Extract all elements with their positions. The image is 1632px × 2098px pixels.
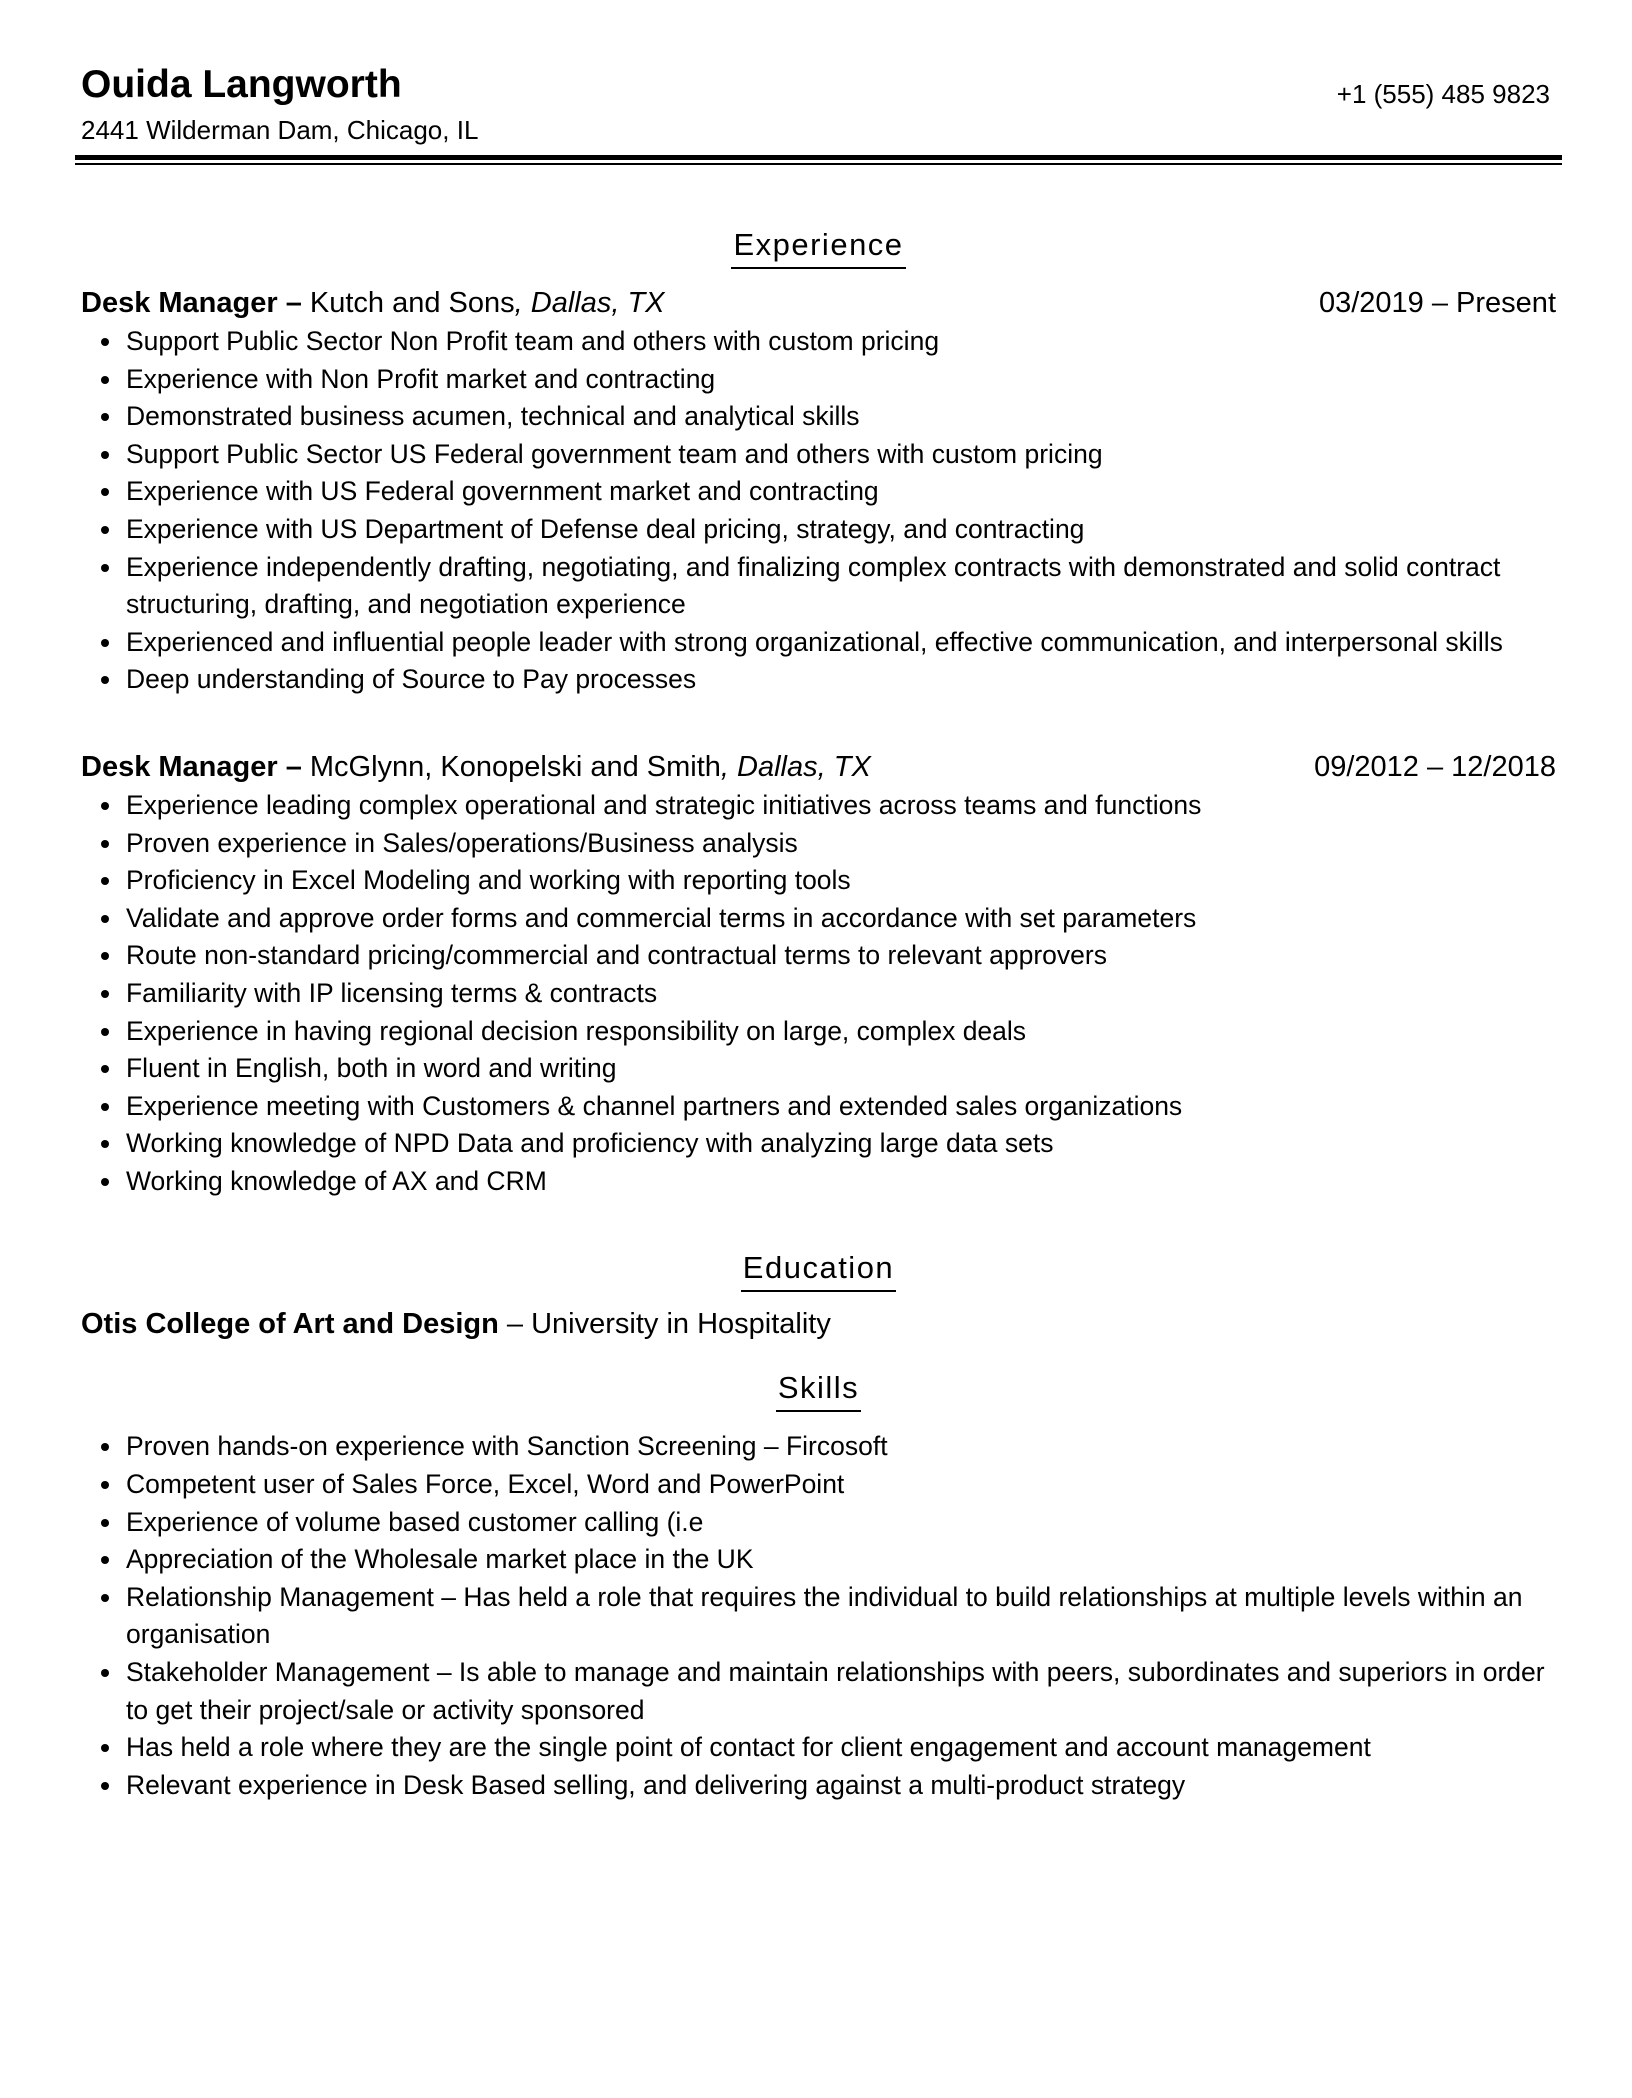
list-item: Experienced and influential people leader with strong organizational, effective communication, and interpersonal skills <box>81 624 1556 662</box>
header-divider-thin <box>75 163 1562 165</box>
candidate-phone: +1 (555) 485 9823 <box>1336 79 1550 109</box>
list-item: Route non-standard pricing/commercial and contractual terms to relevant approvers <box>81 937 1556 975</box>
job-dates: 09/2012 – 12/2018 <box>1314 750 1556 783</box>
resume-page <box>81 0 1556 1804</box>
resume-header <box>81 0 1556 165</box>
job-bullets <box>81 323 1556 699</box>
job-location: , Dallas, TX <box>514 287 665 319</box>
list-item: Experience with US Department of Defense deal pricing, strategy, and contracting <box>81 511 1556 549</box>
job-company: Kutch and Sons <box>309 287 515 319</box>
list-item: Validate and approve order forms and commercial terms in accordance with set parameters <box>81 900 1556 938</box>
experience-heading: Experience <box>731 225 905 269</box>
education-heading: Education <box>741 1248 896 1292</box>
job-entry <box>81 747 1556 1201</box>
skills-section-title <box>81 1368 1556 1412</box>
job-header <box>81 747 1556 787</box>
job-entry <box>81 283 1556 699</box>
list-item: Working knowledge of AX and CRM <box>81 1163 1556 1201</box>
list-item: Experience with US Federal government market and contracting <box>81 473 1556 511</box>
list-item: Relevant experience in Desk Based selling, and delivering against a multi-product strategy <box>81 1767 1556 1805</box>
candidate-name: Ouida Langworth <box>81 63 402 106</box>
job-bullets <box>81 787 1556 1201</box>
skills-heading: Skills <box>776 1368 861 1412</box>
job-role: Desk Manager – <box>81 287 302 319</box>
list-item: Proven experience in Sales/operations/Business analysis <box>81 825 1556 863</box>
job-dates: 03/2019 – Present <box>1318 287 1556 319</box>
education-school: Otis College of Art and Design <box>81 1308 499 1341</box>
list-item: Support Public Sector US Federal government team and others with custom pricing <box>81 436 1556 474</box>
list-item: Appreciation of the Wholesale market place in the UK <box>81 1541 1556 1579</box>
list-item: Proficiency in Excel Modeling and working with reporting tools <box>81 862 1556 900</box>
list-item: Relationship Management – Has held a role that requires the individual to build relationships at multiple levels within an organisation <box>81 1579 1556 1654</box>
header-divider-thick <box>75 155 1562 160</box>
list-item: Familiarity with IP licensing terms & contracts <box>81 975 1556 1013</box>
list-item: Experience meeting with Customers & channel partners and extended sales organizations <box>81 1088 1556 1126</box>
candidate-address: 2441 Wilderman Dam, Chicago, IL <box>81 115 479 145</box>
job-role: Desk Manager – <box>81 750 302 783</box>
skills-list <box>81 1428 1556 1804</box>
education-entry <box>81 1304 1556 1344</box>
list-item: Competent user of Sales Force, Excel, Word and PowerPoint <box>81 1466 1556 1504</box>
list-item: Support Public Sector Non Profit team and others with custom pricing <box>81 323 1556 361</box>
list-item: Experience of volume based customer calling (i.e <box>81 1504 1556 1542</box>
education-degree: – University in Hospitality <box>498 1308 831 1341</box>
list-item: Has held a role where they are the single point of contact for client engagement and account management <box>81 1729 1556 1767</box>
list-item: Experience with Non Profit market and contracting <box>81 361 1556 399</box>
list-item: Stakeholder Management – Is able to manage and maintain relationships with peers, subordinates and superiors in order to get their project/sale or activity sponsored <box>81 1654 1556 1729</box>
list-item: Proven hands-on experience with Sanction Screening – Fircosoft <box>81 1428 1556 1466</box>
list-item: Experience in having regional decision responsibility on large, complex deals <box>81 1013 1556 1051</box>
experience-section-title <box>81 225 1556 269</box>
list-item: Experience leading complex operational and strategic initiatives across teams and functions <box>81 787 1556 825</box>
job-company: McGlynn, Konopelski and Smith <box>309 750 721 783</box>
job-location: , Dallas, TX <box>720 750 871 783</box>
list-item: Deep understanding of Source to Pay processes <box>81 661 1556 699</box>
list-item: Experience independently drafting, negotiating, and finalizing complex contracts with demonstrated and solid contract structuring, drafting, and negotiation experience <box>81 549 1556 624</box>
list-item: Demonstrated business acumen, technical and analytical skills <box>81 398 1556 436</box>
list-item: Fluent in English, both in word and writing <box>81 1050 1556 1088</box>
education-section-title <box>81 1248 1556 1292</box>
job-header <box>81 283 1556 323</box>
list-item: Working knowledge of NPD Data and proficiency with analyzing large data sets <box>81 1125 1556 1163</box>
